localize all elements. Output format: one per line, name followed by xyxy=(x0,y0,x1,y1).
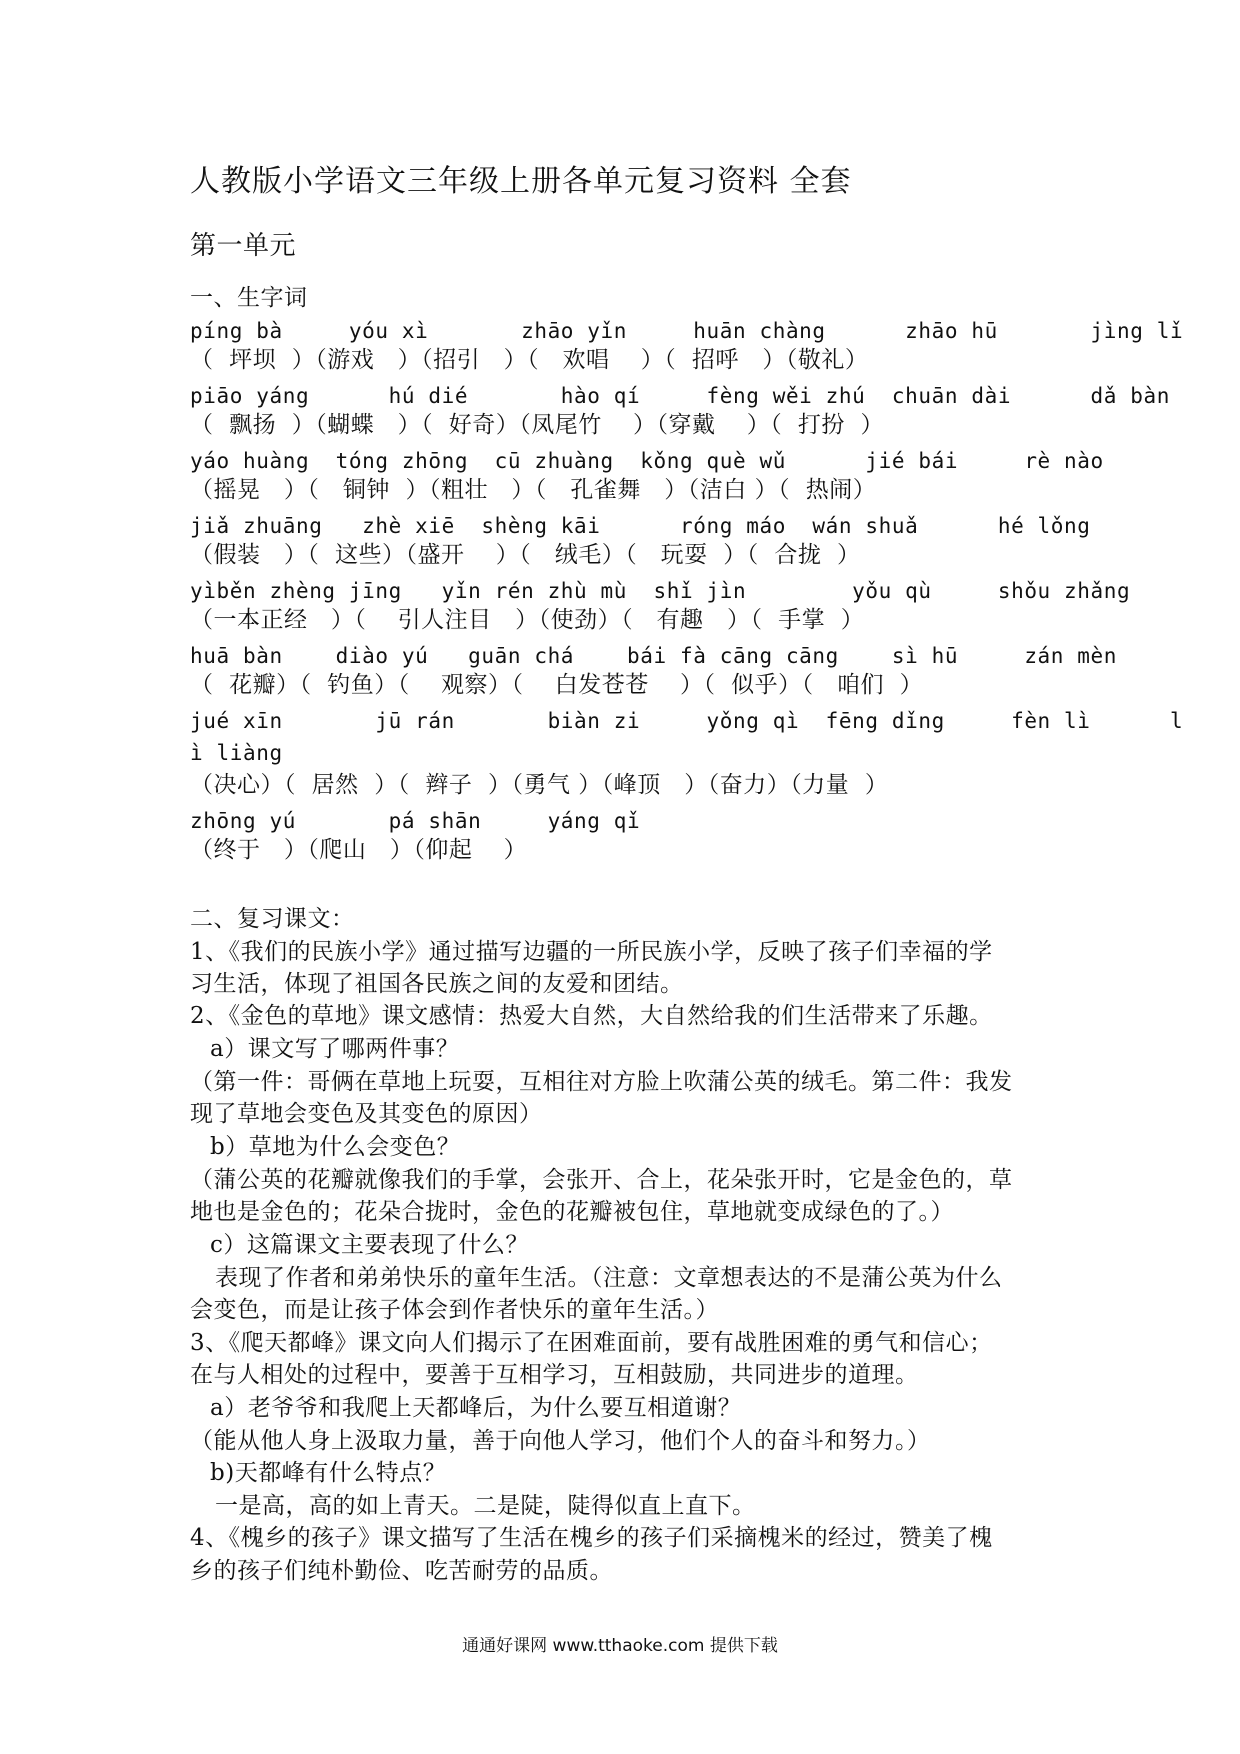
document-title: 人教版小学语文三年级上册各单元复习资料 全套 xyxy=(190,164,852,199)
answer-line: 一是高，高的如上青天。二是陡，陡得似直上直下。 xyxy=(215,1493,756,1519)
pinyin-line: yáo huàng tóng zhōng cū zhuàng kǒng què wǔ jié bái rè nào xyxy=(190,449,1104,473)
pinyin-line: huā bàn diào yú guān chá bái fà cāng cāng sì hū zán mèn xyxy=(190,644,1118,668)
unit-heading: 第一单元 xyxy=(190,231,297,261)
vocab-word-line: （决心）（ 居然 ）（ 辫子 ）（勇气 ）（峰顶 ）（奋力）（力量 ） xyxy=(190,772,889,798)
answer-line: （蒲公英的花瓣就像我们的手掌，会张开、合上，花朵张开时，它是金色的，草 xyxy=(190,1167,1013,1193)
question-line: a）老爷爷和我爬上天都峰后，为什么要互相道谢？ xyxy=(210,1395,742,1421)
review-text-line: 在与人相处的过程中，要善于互相学习，互相鼓励，共同进步的道理。 xyxy=(190,1362,919,1388)
vocab-word-line: （ 花瓣）（ 钓鱼）（ 观察）（ 白发苍苍 ）（ 似乎）（ 咱们 ） xyxy=(190,672,924,698)
pinyin-line: jiǎ zhuāng zhè xiē shèng kāi róng máo wán shuǎ hé lǒng xyxy=(190,514,1091,538)
answer-line: 现了草地会变色及其变色的原因） xyxy=(190,1101,543,1127)
pinyin-line: piāo yáng hú dié hào qí fèng wěi zhú chuān dài dǎ bàn xyxy=(190,384,1170,408)
page-footer: 通通好课网 www.tthaoke.com 提供下载 xyxy=(462,1636,778,1656)
section-heading-review: 二、复习课文： xyxy=(190,906,355,932)
answer-line: 会变色，而是让孩子体会到作者快乐的童年生活。） xyxy=(190,1297,719,1323)
review-text-line: 4、《槐乡的孩子》课文描写了生活在槐乡的孩子们采摘槐米的经过，赞美了槐 xyxy=(190,1525,993,1551)
vocab-word-line: （一本正经 ）（ 引人注目 ）（使劲）（ 有趣 ）（ 手掌 ） xyxy=(190,607,865,633)
vocab-word-line: （ 飘扬 ）（蝴蝶 ）（ 好奇）（凤尾竹 ）（穿戴 ）（ 打扮 ） xyxy=(190,412,885,438)
question-line: a）课文写了哪两件事？ xyxy=(210,1036,460,1062)
review-text-line: 2、《金色的草地》课文感情：热爱大自然，大自然给我的们生活带来了乐趣。 xyxy=(190,1003,993,1029)
pinyin-line: zhōng yú pá shān yáng qǐ xyxy=(190,809,641,833)
pinyin-line: jué xīn jū rán biàn zi yǒng qì fēng dǐng fèn lì l xyxy=(190,709,1184,733)
answer-line: （能从他人身上汲取力量，善于向他人学习，他们个人的奋斗和努力。） xyxy=(190,1428,931,1454)
section-heading-vocabulary: 一、生字词 xyxy=(190,285,308,311)
question-line: b）草地为什么会变色？ xyxy=(210,1134,461,1160)
pinyin-line-wrap: ì liàng xyxy=(190,741,283,765)
answer-line: 表现了作者和弟弟快乐的童年生活。（注意：文章想表达的不是蒲公英为什么 xyxy=(215,1265,1003,1291)
answer-line: 地也是金色的；花朵合拢时，金色的花瓣被包住，草地就变成绿色的了。） xyxy=(190,1199,954,1225)
vocab-word-line: （假装 ）（ 这些）（盛开 ）（ 绒毛）（ 玩耍 ）（ 合拢 ） xyxy=(190,542,861,568)
review-text-line: 1、《我们的民族小学》通过描写边疆的一所民族小学，反映了孩子们幸福的学 xyxy=(190,939,993,965)
question-line: b)天都峰有什么特点？ xyxy=(210,1460,447,1486)
review-text-line: 习生活，体现了祖国各民族之间的友爱和团结。 xyxy=(190,971,684,997)
vocab-word-line: （ 坪坝 ）（游戏 ）（招引 ）（ 欢唱 ）（ 招呼 ）（敬礼） xyxy=(190,347,869,373)
question-line: c）这篇课文主要表现了什么？ xyxy=(210,1232,529,1258)
vocab-word-line: （终于 ）（爬山 ）（仰起 ） xyxy=(190,837,528,863)
review-text-line: 3、《爬天都峰》课文向人们揭示了在困难面前，要有战胜困难的勇气和信心； xyxy=(190,1330,993,1356)
review-text-line: 乡的孩子们纯朴勤俭、吃苦耐劳的品质。 xyxy=(190,1558,613,1584)
vocab-word-line: （摇晃 ）（ 铜钟 ）（粗壮 ）（ 孔雀舞 ）（洁白 ）（ 热闹） xyxy=(190,477,877,503)
pinyin-line: píng bà yóu xì zhāo yǐn huān chàng zhāo hū jìng lǐ xyxy=(190,319,1184,343)
pinyin-line: yìběn zhèng jīng yǐn rén zhù mù shǐ jìn yǒu qù shǒu zhǎng xyxy=(190,579,1131,603)
answer-line: （第一件：哥俩在草地上玩耍，互相往对方脸上吹蒲公英的绒毛。第二件：我发 xyxy=(190,1069,1013,1095)
